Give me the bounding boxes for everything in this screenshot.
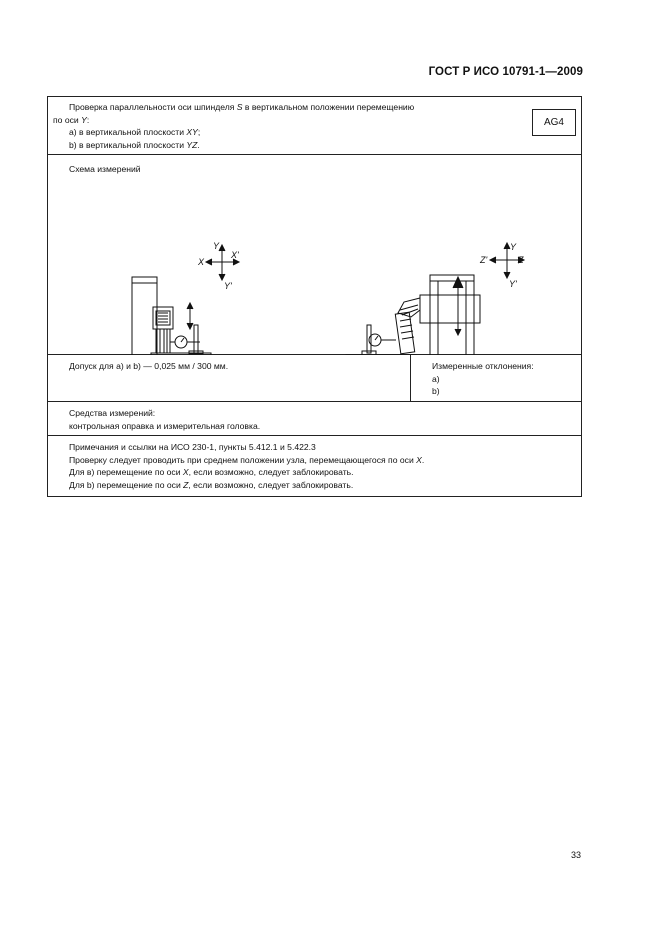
notes-line2: Проверку следует проводить при среднем положении узла, перемещающегося по оси X. (69, 454, 425, 465)
test-title-line1: Проверка параллельности оси шпинделя S в вертикальном положении перемещению (69, 102, 415, 112)
document-code: ГОСТ Р ИСО 10791-1—2009 (428, 66, 583, 78)
axis-label-y-right: Y (510, 242, 517, 252)
tolerance-row (48, 355, 581, 402)
measured-title: Измеренные отклонения: (432, 361, 534, 371)
test-description (53, 101, 493, 151)
axis-label-x-prime-left: X' (231, 250, 239, 260)
instruments-row (48, 402, 581, 436)
axis-label-y-prime-left: Y' (224, 281, 232, 291)
axis-label-y-prime-right: Y' (509, 279, 517, 289)
notes-line1: Примечания и ссылки на ИСО 230-1, пункты 5.412.1 и 5.422.3 (69, 442, 316, 452)
measured-a: а) (432, 373, 440, 384)
notes-row (48, 436, 581, 496)
test-item-b: b) в вертикальной плоскости YZ. (69, 139, 200, 150)
diagram-row (48, 155, 581, 355)
axis-label-y-left: Y (212, 241, 219, 251)
axis-label-z-prime-right: Z' (480, 255, 488, 265)
test-code-box: AG4 (532, 109, 576, 136)
axis-label-x-left: X (198, 257, 205, 267)
page-number: 33 (570, 850, 581, 860)
test-description-row (48, 97, 581, 155)
machine-a (102, 277, 238, 355)
test-item-a: а) в вертикальной плоскости XY; (69, 127, 201, 137)
axis-label-z-right: Z (518, 255, 524, 265)
diagram-label: Схема измерений (69, 164, 141, 174)
measured-b: b) (432, 386, 440, 396)
machine-b (346, 275, 518, 355)
test-table (47, 96, 582, 497)
notes-line4: Для b) перемещение по оси Z, если возможно, следует заблокировать. (69, 479, 354, 490)
measurement-diagram (48, 155, 581, 355)
instruments-title: Средства измерений: (69, 408, 156, 418)
tolerance-text: Допуск для а) и b) — 0,025 мм / 300 мм. (48, 355, 411, 401)
instruments-text: контрольная оправка и измерительная головка. (69, 420, 261, 431)
notes-line3: Для в) перемещение по оси X, если возможно, следует заблокировать. (69, 467, 354, 477)
test-title-line2: по оси Y: (53, 114, 90, 125)
measured-deviations (411, 355, 581, 401)
